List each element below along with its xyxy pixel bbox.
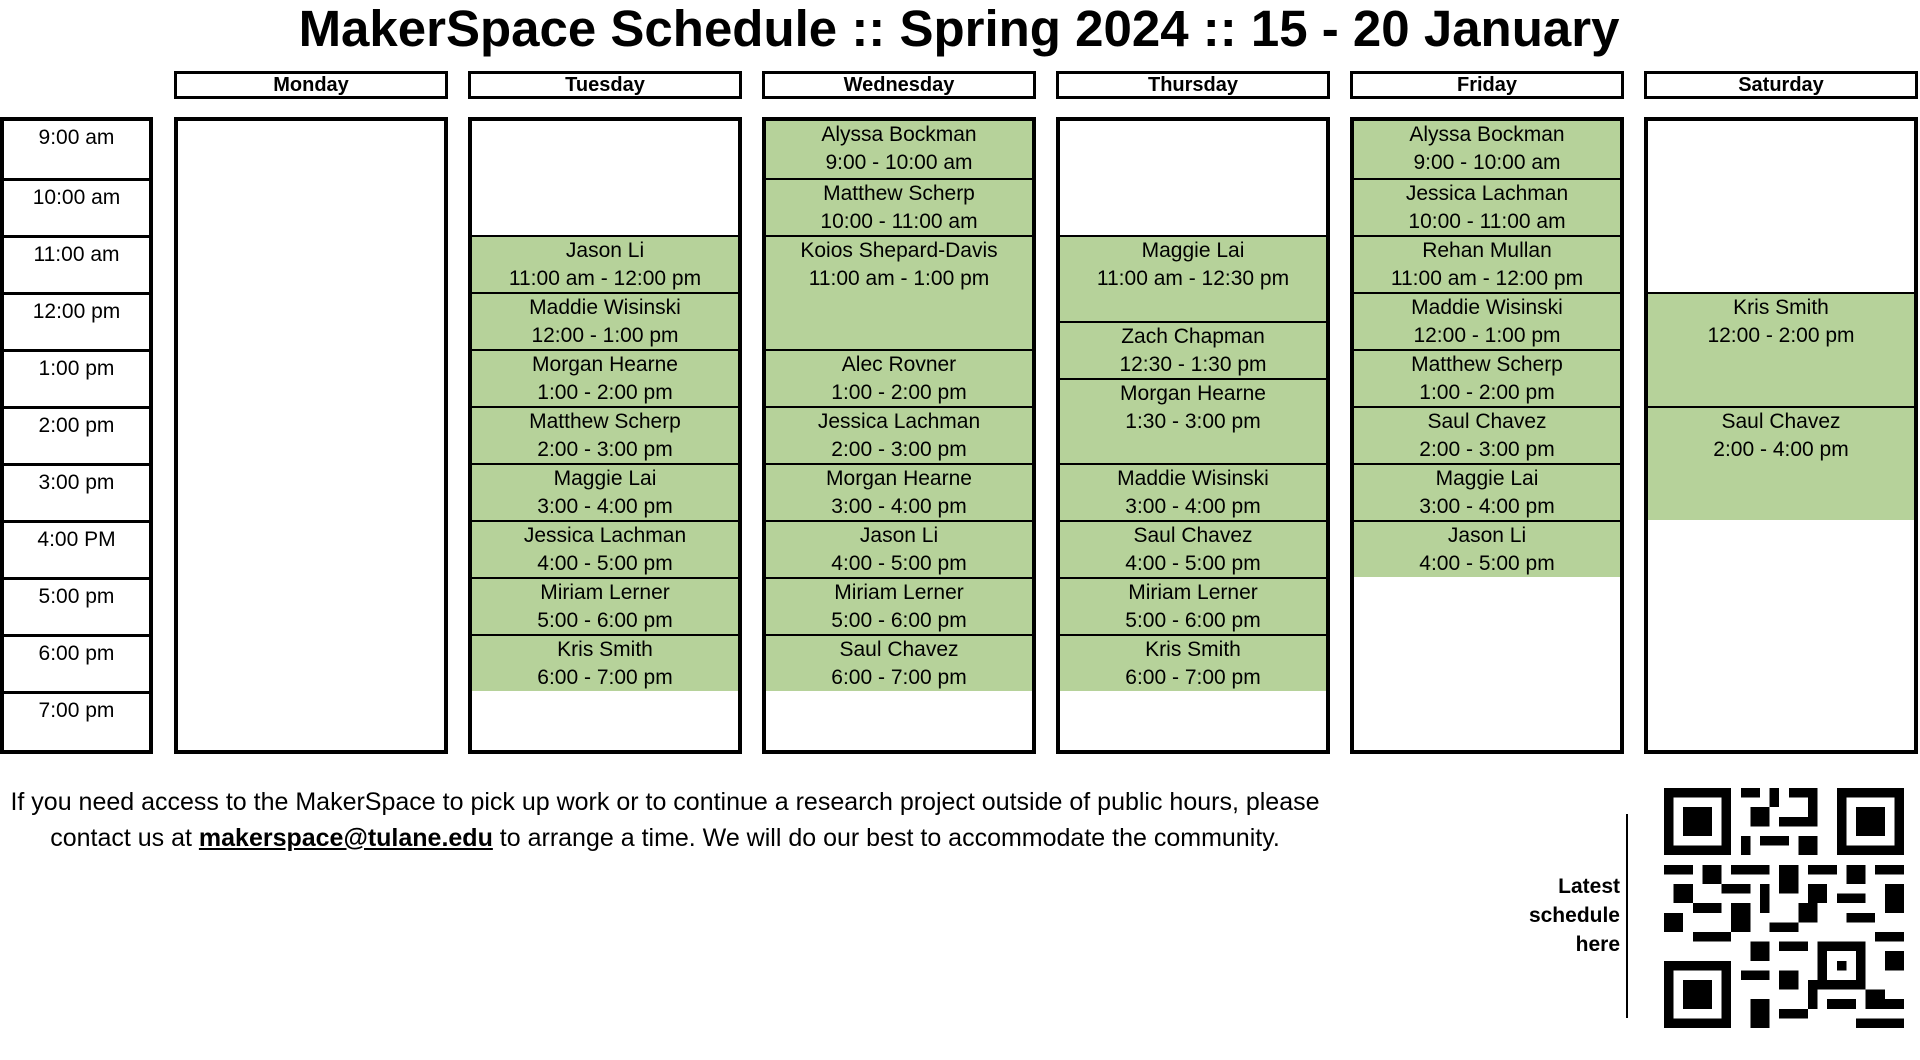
shift-block: [766, 463, 1032, 520]
shift-block: [472, 634, 738, 691]
shift-block: [472, 235, 738, 292]
shift-time-range: 11:00 am - 12:30 pm: [1096, 267, 1290, 290]
footer-note: [0, 784, 1330, 856]
shift-staff-name: Morgan Hearne: [826, 467, 972, 490]
time-row: [4, 520, 149, 577]
shift-time-range: 10:00 - 11:00 am: [1408, 210, 1566, 233]
footer-text-after: to arrange a time. We will do our best to accommodate the community.: [492, 824, 1280, 852]
shift-time-range: 5:00 - 6:00 pm: [1125, 609, 1261, 632]
shift-block: [472, 292, 738, 349]
shift-staff-name: Maggie Lai: [1141, 239, 1245, 262]
shift-block: [766, 349, 1032, 406]
shift-block: [1354, 520, 1620, 577]
shift-block: [472, 577, 738, 634]
shift-staff-name: Matthew Scherp: [823, 182, 975, 205]
shift-block: [1354, 235, 1620, 292]
time-label: 12:00 pm: [32, 300, 121, 323]
shift-time-range: 1:00 - 2:00 pm: [537, 381, 673, 404]
shift-time-range: 11:00 am - 1:00 pm: [808, 267, 990, 290]
time-row: [4, 577, 149, 634]
day-column-thursday: [1056, 117, 1330, 754]
qr-label: Latest schedule here: [1528, 875, 1620, 956]
shift-staff-name: Alec Rovner: [841, 353, 957, 376]
day-header-wednesday: Wednesday: [762, 71, 1036, 99]
shift-staff-name: Saul Chavez: [1427, 410, 1547, 433]
qr-code-icon[interactable]: [1664, 788, 1904, 1028]
day-header-thursday: Thursday: [1056, 71, 1330, 99]
shift-block: [1060, 235, 1326, 321]
time-label: 2:00 pm: [38, 414, 115, 437]
time-row: [4, 349, 149, 406]
contact-email-link[interactable]: makerspace@tulane.edu: [198, 824, 493, 852]
day-header-friday: Friday: [1350, 71, 1624, 99]
day-header-saturday: Saturday: [1644, 71, 1918, 99]
shift-staff-name: Alyssa Bockman: [1409, 123, 1565, 146]
shift-block: [472, 520, 738, 577]
shift-block: [766, 178, 1032, 235]
shift-block: [766, 235, 1032, 349]
shift-time-range: 12:00 - 1:00 pm: [531, 324, 679, 347]
shift-staff-name: Alyssa Bockman: [821, 123, 977, 146]
page-title: MakerSpace Schedule :: Spring 2024 :: 15 - 20 January: [298, 0, 1620, 57]
shift-time-range: 6:00 - 7:00 pm: [537, 666, 673, 689]
shift-staff-name: Maggie Lai: [1435, 467, 1539, 490]
shift-staff-name: Jason Li: [1447, 524, 1527, 547]
shift-staff-name: Saul Chavez: [839, 638, 959, 661]
shift-block: [1060, 577, 1326, 634]
time-row: [4, 235, 149, 292]
day-column-wednesday: [762, 117, 1036, 754]
shift-time-range: 4:00 - 5:00 pm: [1419, 552, 1555, 575]
shift-block: [766, 634, 1032, 691]
time-label: 10:00 am: [32, 186, 121, 209]
shift-staff-name: Matthew Scherp: [1411, 353, 1563, 376]
time-row: [4, 691, 149, 748]
shift-time-range: 12:30 - 1:30 pm: [1119, 352, 1267, 376]
shift-block: [766, 577, 1032, 634]
shift-block: [1060, 463, 1326, 520]
shift-staff-name: Jessica Lachman: [817, 410, 981, 433]
shift-time-range: 12:00 - 1:00 pm: [1413, 324, 1561, 347]
shift-staff-name: Jason Li: [565, 239, 645, 262]
shift-staff-name: Kris Smith: [557, 638, 653, 661]
shift-block: [472, 406, 738, 463]
shift-time-range: 1:00 - 2:00 pm: [1419, 381, 1555, 404]
shift-time-range: 9:00 - 10:00 am: [825, 151, 973, 174]
shift-staff-name: Rehan Mullan: [1422, 239, 1552, 262]
shift-time-range: 11:00 am - 12:00 pm: [1390, 267, 1584, 290]
shift-staff-name: Maddie Wisinski: [529, 296, 681, 319]
time-row: [4, 463, 149, 520]
shift-time-range: 2:00 - 3:00 pm: [1419, 438, 1555, 461]
footer-text-before: If you need access to the MakerSpace to pick up work or to continue a research project outside of public hours, please contact us at: [10, 788, 1320, 852]
shift-block: [1354, 121, 1620, 178]
shift-staff-name: Maddie Wisinski: [1411, 296, 1563, 319]
time-label: 7:00 pm: [38, 699, 115, 722]
time-row: [4, 406, 149, 463]
shift-block: [766, 121, 1032, 178]
shift-block: [1648, 292, 1914, 406]
day-column-monday: [174, 117, 448, 754]
shift-staff-name: Jessica Lachman: [523, 524, 687, 547]
shift-time-range: 2:00 - 3:00 pm: [831, 438, 967, 461]
time-row: [4, 178, 149, 235]
shift-time-range: 11:00 am - 12:00 pm: [508, 267, 702, 290]
day-column-friday: [1350, 117, 1624, 754]
shift-time-range: 6:00 - 7:00 pm: [831, 666, 967, 689]
shift-staff-name: Morgan Hearne: [532, 353, 678, 376]
time-label: 11:00 am: [33, 243, 120, 266]
shift-staff-name: Matthew Scherp: [529, 410, 681, 433]
shift-time-range: 5:00 - 6:00 pm: [537, 609, 673, 632]
shift-block: [1060, 378, 1326, 464]
shift-time-range: 6:00 - 7:00 pm: [1125, 666, 1261, 689]
time-label: 6:00 pm: [38, 642, 115, 665]
shift-time-range: 9:00 - 10:00 am: [1413, 151, 1561, 174]
time-column: [0, 117, 153, 754]
shift-block: [472, 349, 738, 406]
shift-time-range: 3:00 - 4:00 pm: [1419, 495, 1555, 518]
shift-staff-name: Miriam Lerner: [1128, 581, 1258, 604]
shift-time-range: 3:00 - 4:00 pm: [537, 495, 673, 518]
shift-staff-name: Miriam Lerner: [540, 581, 670, 604]
time-label: 4:00 PM: [37, 528, 116, 551]
time-label: 1:00 pm: [38, 357, 115, 380]
shift-time-range: 1:00 - 2:00 pm: [831, 381, 967, 404]
shift-time-range: 2:00 - 4:00 pm: [1713, 438, 1849, 461]
shift-staff-name: Koios Shepard-Davis: [800, 239, 998, 262]
shift-time-range: 5:00 - 6:00 pm: [831, 609, 967, 632]
shift-staff-name: Kris Smith: [1145, 638, 1241, 661]
shift-staff-name: Maggie Lai: [553, 467, 657, 490]
time-row: [4, 634, 149, 691]
shift-time-range: 1:30 - 3:00 pm: [1125, 409, 1261, 433]
shift-block: [1060, 634, 1326, 691]
shift-staff-name: Zach Chapman: [1121, 324, 1265, 348]
shift-block: [1354, 463, 1620, 520]
shift-block: [1354, 178, 1620, 235]
shift-block: [1354, 406, 1620, 463]
time-row: [4, 292, 149, 349]
shift-block: [766, 520, 1032, 577]
day-header-monday: Monday: [174, 71, 448, 99]
shift-block: [472, 463, 738, 520]
shift-staff-name: Miriam Lerner: [834, 581, 964, 604]
shift-time-range: 4:00 - 5:00 pm: [831, 552, 967, 575]
time-label: 9:00 am: [38, 126, 115, 149]
shift-staff-name: Saul Chavez: [1133, 524, 1253, 547]
shift-time-range: 3:00 - 4:00 pm: [831, 495, 967, 518]
shift-block: [1354, 349, 1620, 406]
time-label: 3:00 pm: [38, 471, 115, 494]
shift-time-range: 4:00 - 5:00 pm: [537, 552, 673, 575]
shift-block: [1060, 520, 1326, 577]
qr-divider: [1626, 814, 1628, 1018]
shift-time-range: 2:00 - 3:00 pm: [537, 438, 673, 461]
shift-staff-name: Maddie Wisinski: [1117, 467, 1269, 490]
shift-time-range: 4:00 - 5:00 pm: [1125, 552, 1261, 575]
shift-staff-name: Jason Li: [859, 524, 939, 547]
shift-time-range: 3:00 - 4:00 pm: [1125, 495, 1261, 518]
shift-block: [1060, 321, 1326, 378]
shift-block: [1648, 406, 1914, 520]
day-column-saturday: [1644, 117, 1918, 754]
day-column-tuesday: [468, 117, 742, 754]
shift-staff-name: Kris Smith: [1733, 296, 1829, 319]
time-label: 5:00 pm: [38, 585, 115, 608]
day-header-tuesday: Tuesday: [468, 71, 742, 99]
shift-staff-name: Saul Chavez: [1721, 410, 1841, 433]
shift-staff-name: Morgan Hearne: [1120, 381, 1266, 405]
shift-block: [1354, 292, 1620, 349]
shift-time-range: 10:00 - 11:00 am: [820, 210, 978, 233]
time-row: [4, 121, 149, 178]
shift-time-range: 12:00 - 2:00 pm: [1707, 324, 1855, 347]
shift-staff-name: Jessica Lachman: [1405, 182, 1569, 205]
shift-block: [766, 406, 1032, 463]
